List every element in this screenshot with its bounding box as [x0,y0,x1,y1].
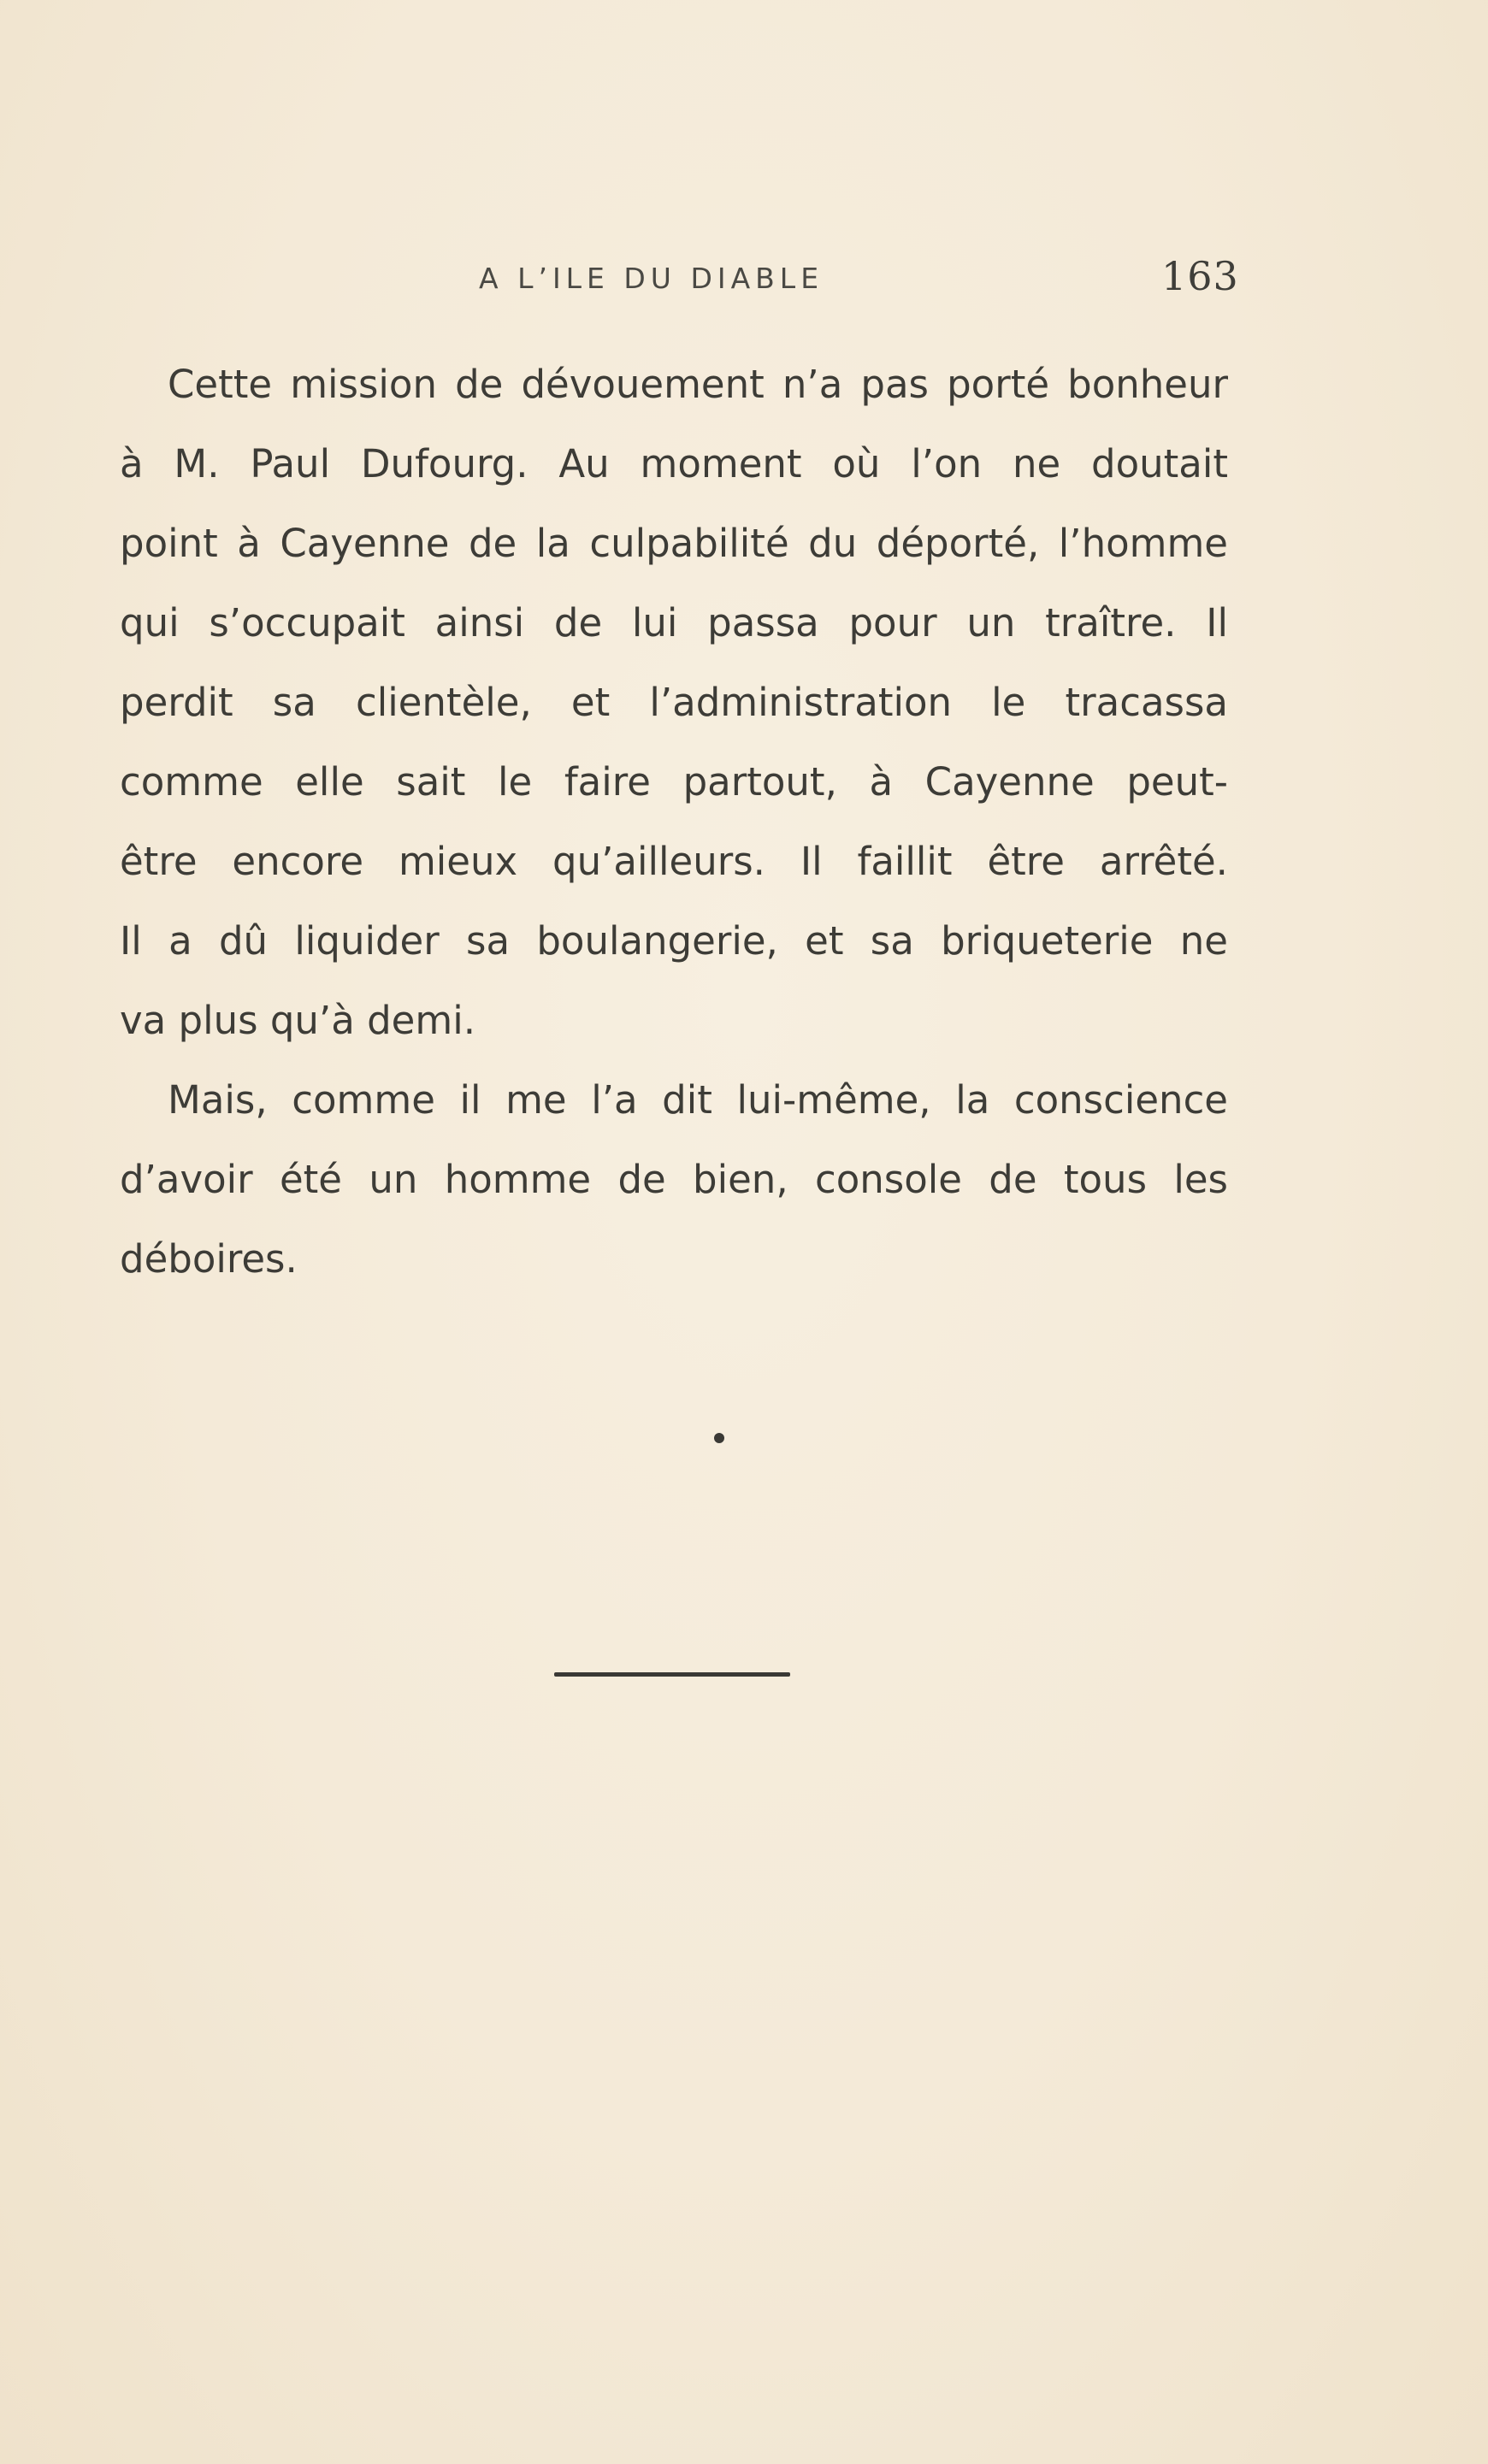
paragraph-1-line-1: Cette mission de dévouement n’a pas porté bonheur [168,362,1228,407]
paragraph-2-line-1: Mais, comme il me l’a dit lui-même, la conscience [168,1077,1228,1123]
page-number: 163 [1161,253,1239,299]
paragraph-1-line-6: comme elle sait le faire partout, à Cayenne peut- [120,759,1228,805]
paragraph-1-line-3: point à Cayenne de la culpabilité du déporté, l’homme [120,521,1228,566]
paragraph-2-line-2: d’avoir été un homme de bien, console de tous les [120,1157,1228,1202]
paragraph-1-line-5: perdit sa clientèle, et l’administration le tracassa [120,680,1228,725]
paragraph-1-line-7: être encore mieux qu’ailleurs. Il faillit être arrêté. [120,839,1228,884]
paragraph-1-line-4: qui s’occupait ainsi de lui passa pour un traître. Il [120,600,1228,645]
ornament-dot [714,1433,724,1443]
running-head-title: A L’ILE DU DIABLE [479,262,824,295]
paragraph-1-line-2: à M. Paul Dufourg. Au moment où l’on ne doutait [120,441,1228,486]
paragraph-1-line-8: Il a dû liquider sa boulangerie, et sa briqueterie ne [120,918,1228,964]
paragraph-1-line-9: va plus qu’à demi. [120,998,476,1043]
end-rule [554,1672,790,1677]
paragraph-2-line-3: déboires. [120,1236,298,1282]
